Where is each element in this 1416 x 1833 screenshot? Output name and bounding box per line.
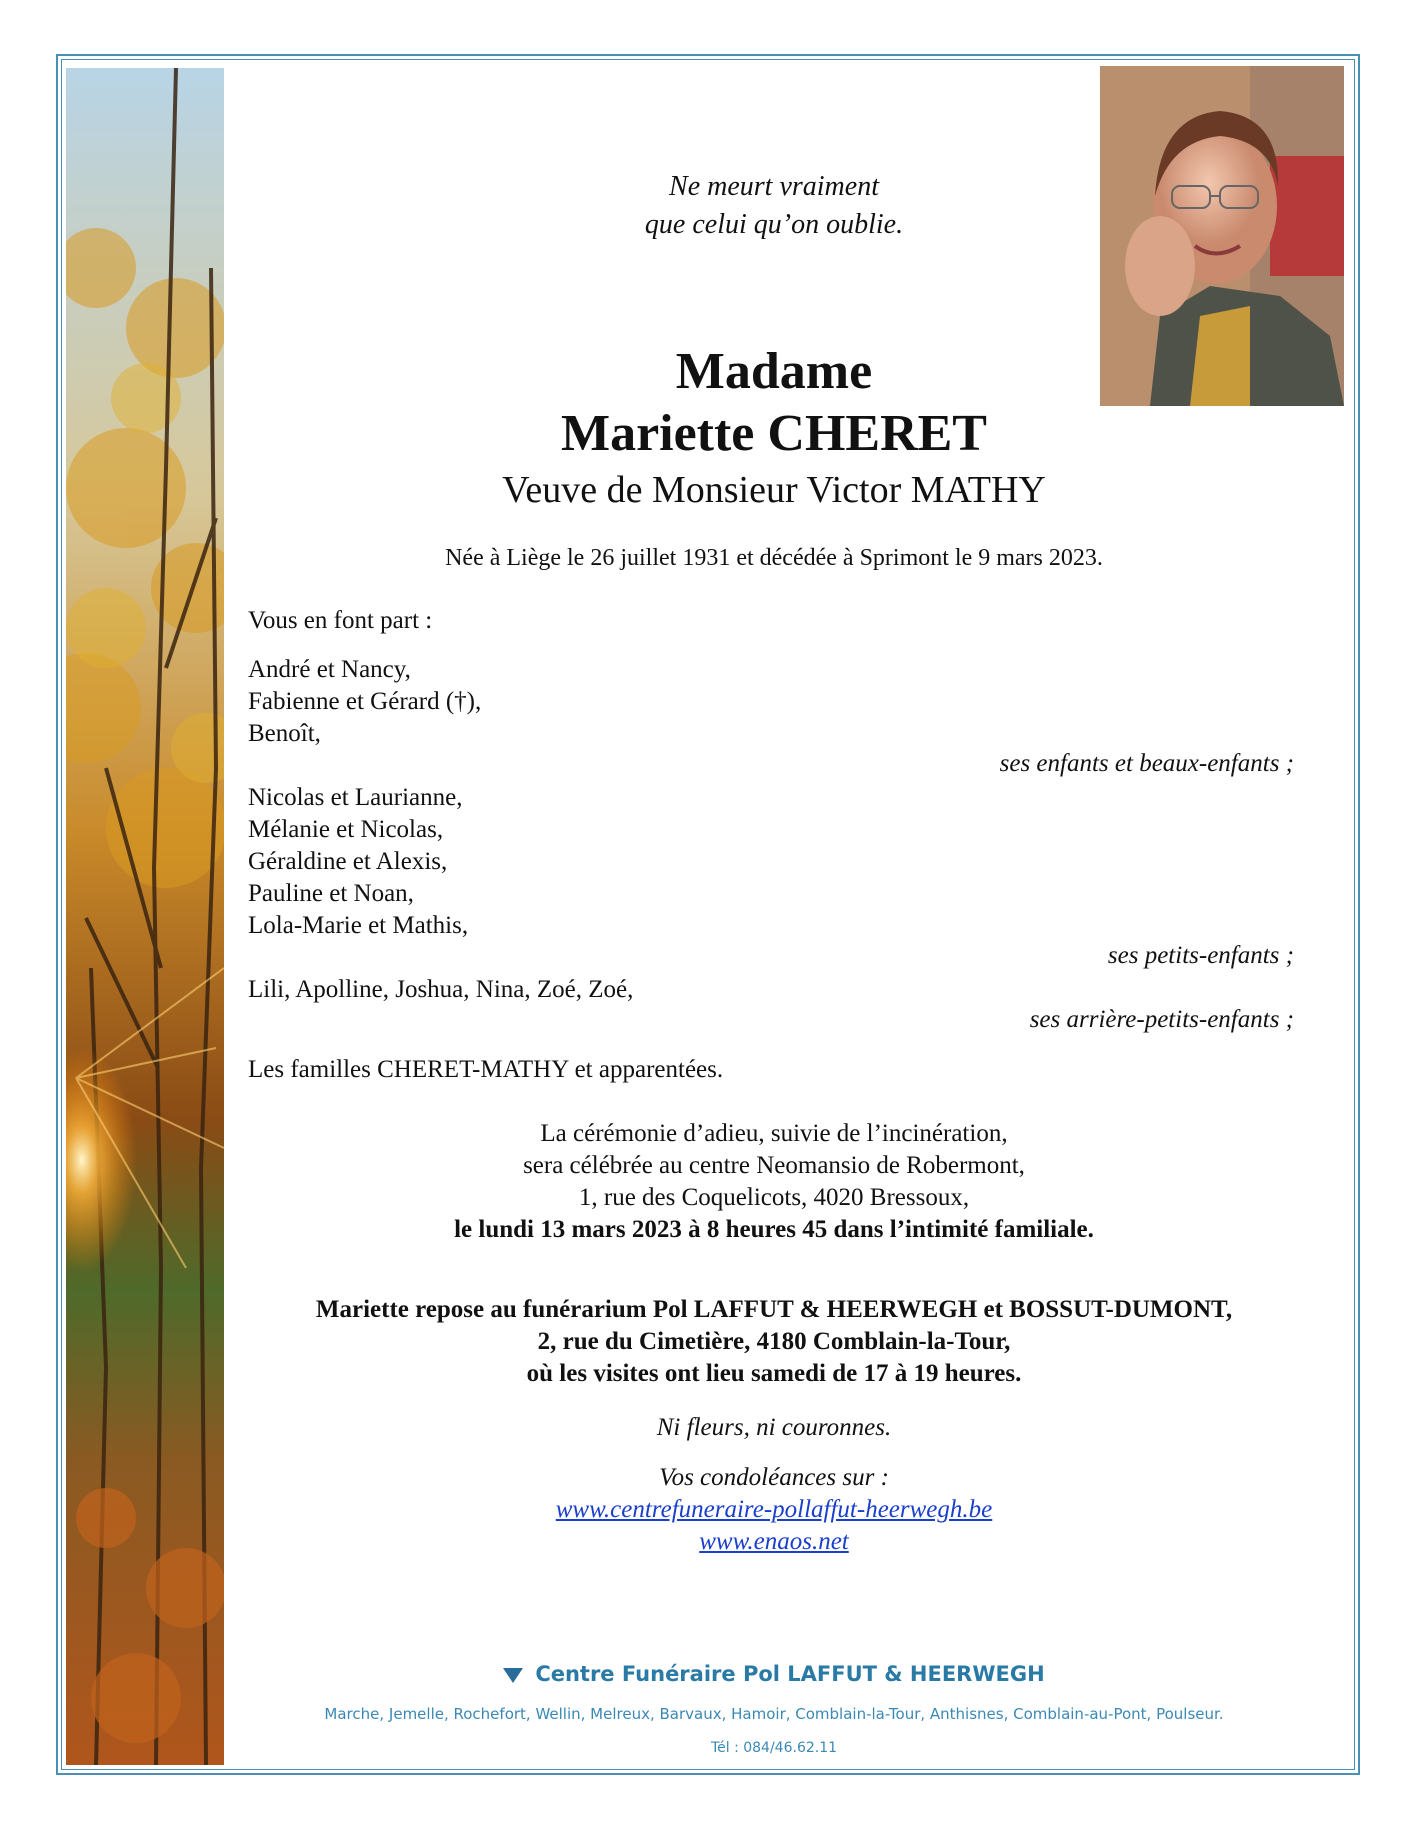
grandchildren-name: Lola-Marie et Mathis, (248, 912, 469, 939)
footer-company-name: Centre Funéraire Pol LAFFUT & HEERWEGH (535, 1662, 1045, 1686)
children-relation: ses enfants et beaux-enfants ; (999, 750, 1294, 777)
deceased-name: Mariette CHERET (560, 405, 987, 462)
announcement-intro: Vous en font part : (248, 607, 433, 634)
footer-locations: Marche, Jemelle, Rochefort, Wellin, Melreux, Barvaux, Hamoir, Comblain-la-Tour, Anthisnes, Comblain-au-Pont, Poulseur. (324, 1705, 1224, 1723)
grandchildren-name: Pauline et Noan, (248, 880, 414, 907)
footer-company (224, 1662, 1324, 1686)
grandchildren-name: Mélanie et Nicolas, (248, 816, 444, 843)
footer-phone: Tél : 084/46.62.11 (710, 1740, 838, 1756)
ceremony-date: le lundi 13 mars 2023 à 8 heures 45 dans l’intimité familiale. (454, 1216, 1094, 1243)
ceremony-address: 1, rue des Coquelicots, 4020 Bressoux, (578, 1184, 970, 1211)
condolences-link-2-wrap (224, 1526, 1324, 1558)
quote-line-2: que celui qu’on oublie. (644, 209, 904, 240)
condolences-label: Vos condoléances sur : (659, 1464, 889, 1491)
ceremony-line-1: La cérémonie d’adieu, suivie de l’incinération, (540, 1120, 1008, 1147)
grandchildren-name: Nicolas et Laurianne, (248, 784, 463, 811)
autumn-forest-image (66, 68, 224, 1765)
grandchildren-name: Géraldine et Alexis, (248, 848, 448, 875)
no-flowers-note: Ni fleurs, ni couronnes. (656, 1414, 892, 1441)
children-name: André et Nancy, (248, 656, 411, 683)
triangle-down-icon (503, 1668, 523, 1683)
grandchildren-relation: ses petits-enfants ; (1107, 942, 1294, 969)
condolences-link-1-wrap (224, 1494, 1324, 1526)
children-name: Benoît, (248, 720, 321, 747)
great-grandchildren-names: Lili, Apolline, Joshua, Nina, Zoé, Zoé, (248, 976, 634, 1003)
children-name: Fabienne et Gérard (†), (248, 688, 482, 715)
ceremony-line-2: sera célébrée au centre Neomansio de Robermont, (523, 1152, 1025, 1179)
honorific-title: Madame (675, 343, 873, 400)
birth-death-dates: Née à Liège le 26 juillet 1931 et décédée à Sprimont le 9 mars 2023. (445, 545, 1103, 571)
families-line: Les familles CHERET-MATHY et apparentées. (248, 1056, 724, 1083)
wake-line-1: Mariette repose au funérarium Pol LAFFUT & HEERWEGH et BOSSUT-DUMONT, (315, 1296, 1233, 1323)
great-grandchildren-relation: ses arrière-petits-enfants ; (1029, 1006, 1294, 1033)
widow-of: Veuve de Monsieur Victor MATHY (502, 469, 1046, 511)
wake-address: 2, rue du Cimetière, 4180 Comblain-la-Tour, (537, 1328, 1011, 1355)
condolences-link-2[interactable]: www.enaos.net (699, 1528, 849, 1555)
wake-visits: où les visites ont lieu samedi de 17 à 19 heures. (526, 1360, 1022, 1387)
quote-line-1: Ne meurt vraiment (669, 171, 879, 202)
condolences-link-1[interactable]: www.centrefuneraire-pollaffut-heerwegh.be (555, 1496, 993, 1523)
